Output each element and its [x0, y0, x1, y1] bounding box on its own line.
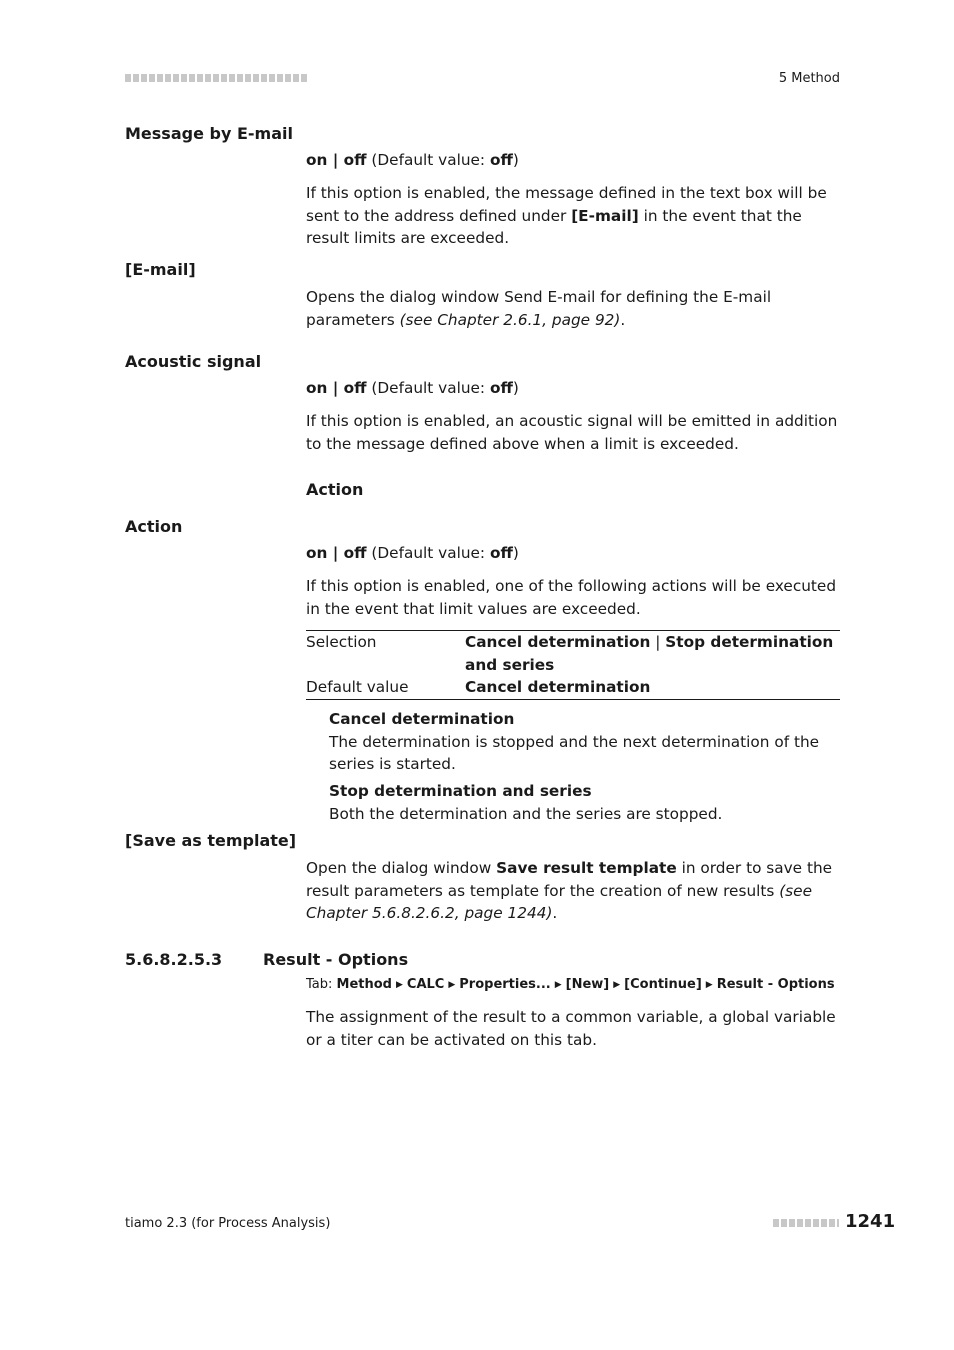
default-value: off	[489, 151, 513, 169]
option-values-action	[306, 544, 519, 562]
description-save-template	[306, 857, 840, 925]
default-prefix: (Default value:	[371, 544, 490, 562]
option-description: The determination is stopped and the next determination of the series is started.	[329, 732, 820, 773]
tab-prefix: Tab:	[306, 977, 337, 992]
default-suffix: )	[512, 544, 519, 562]
option-values: on | off	[306, 151, 367, 169]
arrow-right-icon: ▶	[396, 980, 403, 990]
term-save-as-template: [Save as template]	[125, 831, 297, 850]
term-acoustic-signal: Acoustic signal	[125, 352, 262, 371]
section-number: 5.6.8.2.5.3	[125, 950, 223, 969]
table-value	[465, 631, 840, 676]
section-description: The assignment of the result to a common variable, a global variable or a titer can be activated on this tab.	[306, 1008, 836, 1049]
default-prefix: (Default value:	[371, 151, 490, 169]
path-item: Method	[336, 977, 392, 992]
selection-separator: |	[650, 633, 666, 651]
selection-option: Stop determination and series	[465, 633, 834, 674]
term-message-by-email: Message by E-mail	[125, 124, 293, 143]
default-value: off	[489, 544, 513, 562]
term-action: Action	[125, 517, 183, 536]
description-email-button	[306, 286, 840, 331]
table-row	[306, 631, 840, 676]
term-email-button: [E-mail]	[125, 260, 196, 279]
text: Opens the dialog window Send E-mail for defining the E-mail parameters	[306, 288, 772, 329]
footer-product: tiamo 2.3 (for Process Analysis)	[125, 1216, 331, 1231]
table-key: Selection	[306, 633, 377, 651]
path-item: [New]	[565, 977, 610, 992]
path-item: CALC	[406, 977, 445, 992]
arrow-right-icon: ▶	[554, 980, 562, 990]
selection-table	[306, 630, 840, 700]
section-heading	[125, 950, 408, 969]
text: If this option is enabled, the message defined in the text box will be sent to the address defined under	[306, 184, 827, 225]
text: in the event that the result limits are exceeded.	[306, 206, 802, 247]
default-suffix: )	[512, 379, 519, 397]
path-item: Result - Options	[716, 977, 835, 992]
option-title: Cancel determination	[329, 710, 515, 728]
subheading-action: Action	[306, 480, 364, 499]
table-row	[306, 676, 840, 699]
table-value: Cancel determination	[465, 678, 651, 696]
arrow-right-icon: ▶	[613, 980, 621, 990]
header-decoration	[125, 74, 307, 82]
description-message-email	[306, 182, 840, 250]
cross-reference-link[interactable]: (see Chapter 5.6.8.2.6.2, page 1244)	[306, 881, 812, 922]
description-acoustic: If this option is enabled, an acoustic signal will be emitted in addition to the message defined above when a limit is exceeded.	[306, 412, 838, 453]
option-values: on | off	[306, 379, 367, 397]
option-values-message-email	[306, 151, 519, 169]
footer-decoration	[773, 1219, 839, 1227]
text: .	[620, 310, 626, 329]
path-item: Properties...	[459, 977, 551, 992]
section-title: Result - Options	[263, 950, 409, 969]
option-title: Stop determination and series	[329, 782, 592, 800]
option-values: on | off	[306, 544, 367, 562]
table-key: Default value	[306, 678, 409, 696]
selection-option: Cancel determination	[465, 633, 651, 651]
default-value: off	[489, 379, 513, 397]
option-values-acoustic	[306, 379, 519, 397]
email-ref: [E-mail]	[571, 206, 639, 225]
default-suffix: )	[512, 151, 519, 169]
default-prefix: (Default value:	[371, 379, 490, 397]
text: Open the dialog window	[306, 859, 497, 877]
dialog-name: Save result template	[496, 859, 677, 877]
arrow-right-icon: ▶	[705, 980, 713, 990]
description-action: If this option is enabled, one of the following actions will be executed in the event that limit values are exceeded.	[306, 577, 837, 618]
cross-reference-link[interactable]: (see Chapter 2.6.1, page 92)	[399, 310, 621, 329]
arrow-right-icon: ▶	[448, 980, 456, 990]
tab-path	[306, 977, 835, 992]
path-item: [Continue]	[624, 977, 702, 992]
action-option-stop	[329, 780, 840, 825]
text: in order to save the result parameters as template for the creation of new results	[306, 859, 833, 900]
option-description: Both the determination and the series are stopped.	[329, 804, 723, 823]
text: .	[552, 904, 558, 922]
action-option-cancel	[329, 708, 840, 776]
page-number: 1241	[845, 1211, 896, 1232]
chapter-header: 5 Method	[778, 71, 840, 86]
